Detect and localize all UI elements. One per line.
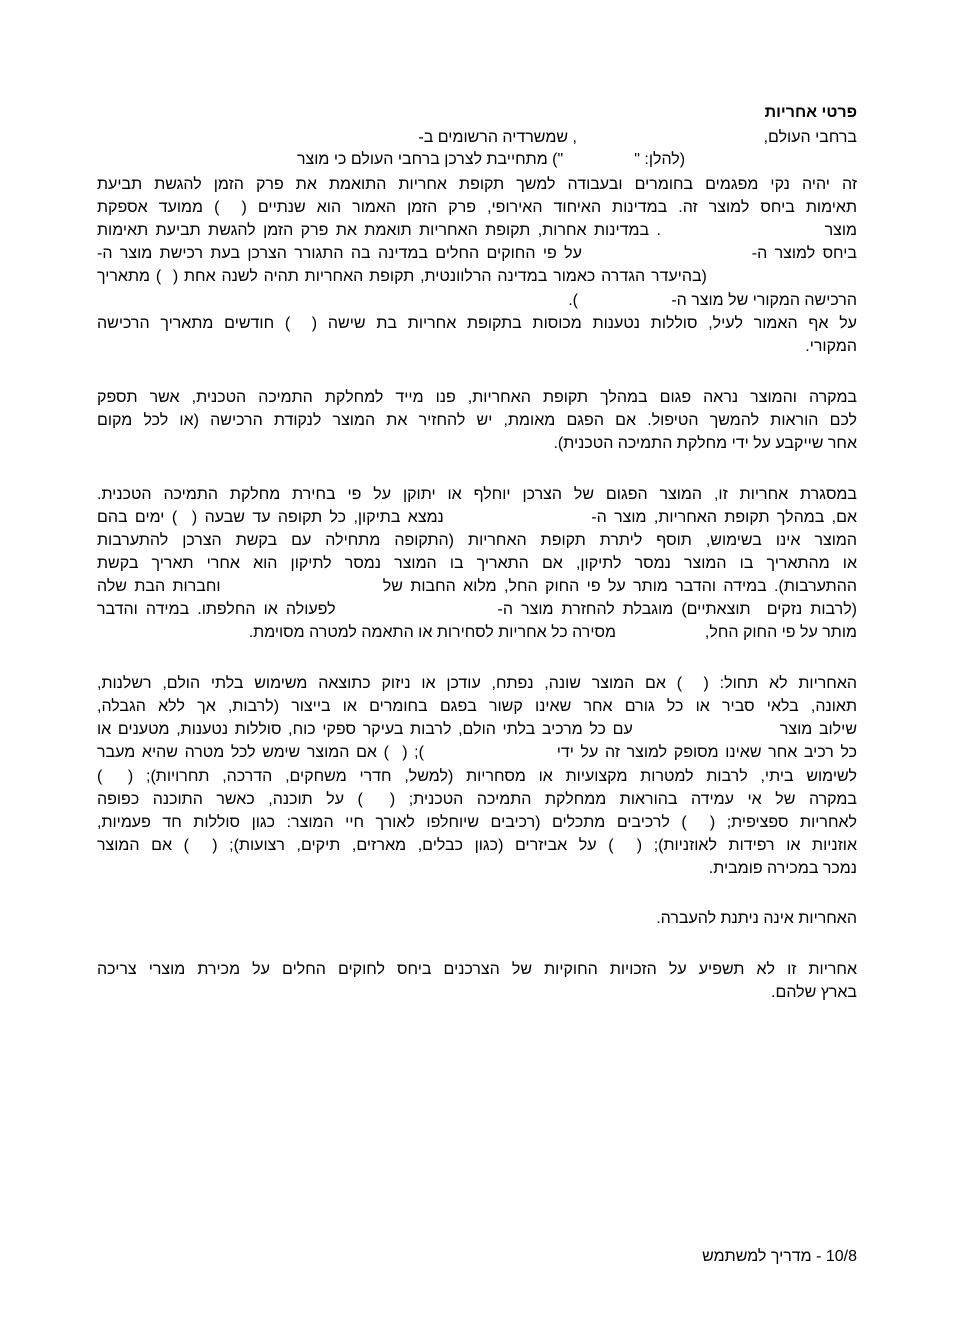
paragraph-line: הרכישה המקורי של מוצר ה- ). [568, 292, 857, 309]
paragraph-line: נמכר במכירה פומבית. [708, 860, 857, 877]
paragraph-line: האחריות לא תחול: ( ) אם המוצר שונה, נפתח, עודכן או ניזוק כתוצאה משימוש בלתי הולם, רשלנות, [97, 675, 857, 692]
paragraph-line: במקרה והמוצר נראה פגום במהלך תקופת האחריות, פנו מייד למחלקת התמיכה הטכנית, אשר תספק [97, 389, 857, 406]
paragraph-line: (לרבות נזקים תוצאתיים) מוגבלת להחזרת מוצר ה- לפעולה או החלפתו. במידה והדבר [97, 601, 857, 618]
paragraph-line: כל רכיב אחר שאינו מסופק למוצר זה על ידי ); ( ) אם המוצר שימש לכל מטרה שהיא מעבר [97, 744, 857, 761]
paragraph-line: במסגרת אחריות זו, המוצר הפגום של הצרכן יוחלף או יתוקן על פי בחירת מחלקת התמיכה הטכנית. [97, 486, 857, 503]
paragraph-line: בארץ שלהם. [771, 984, 857, 1001]
paragraph-line: זה יהיה נקי מפגמים בחומרים ובעבודה למשך תקופת אחריות התואמת את פרק הזמן להגשת תביעת [97, 176, 857, 193]
paragraph-line: או מהתאריך בו המוצר נמסר לתיקון, אם התאריך בו המוצר נמסר לתיקון הוא אחרי תאריך בקשת [97, 555, 857, 572]
paragraph-line: אחריות זו לא תשפיע על הזכויות החוקיות של הצרכנים ביחס לחוקים החלים על מכירת מוצרי צריכה [97, 961, 857, 978]
paragraph-line: לשימוש ביתי, לרבות למטרות מקצועיות או מסחריות (למשל, חדרי משחקים, הדרכה, תחרויות); ( ) [97, 768, 857, 785]
paragraph-line: ביחס למוצר ה- על פי החוקים החלים במדינה בה התגורר הצרכן בעת רכישת מוצר ה- [97, 245, 857, 262]
warranty-title: פרטי אחריות [764, 104, 857, 121]
paragraph-line: תאונה, בלאי סביר או כל גורם אחר שאינו קשור בפגם בחומרים או בייצור (לרבות, אך ללא הגבלה, [97, 698, 857, 715]
paragraph-line: שילוב מוצר עם כל מרכיב בלתי הולם, לרבות בעיקר ספקי כוח, סוללות נטענות, מטענים או [97, 721, 857, 738]
page-footer: 10/8 - מדריך למשתמש [702, 1248, 857, 1265]
paragraph-line: אם, במהלך תקופת האחריות, מוצר ה- נמצא בתיקון, כל תקופה עד שבעה ( ) ימים בהם [97, 509, 857, 526]
paragraph-line: האחריות אינה ניתנת להעברה. [656, 910, 857, 927]
paragraph-line: אחר שייקבע על ידי מחלקת התמיכה הטכנית). [553, 435, 857, 452]
paragraph-line: (בהיעדר הגדרה כאמור במדינה הרלוונטית, תקופת האחריות תהיה לשנה אחת ( ) מתאריך [97, 268, 857, 285]
paragraph-line: על אף האמור לעיל, סוללות נטענות מכוסות בתקופת אחריות בת שישה ( ) חודשים מתאריך הרכישה [97, 315, 857, 332]
paragraph-line: ברחבי העולם, , שמשרדיה הרשומים ב- [418, 129, 857, 146]
paragraph-line: במקרה של אי עמידה בהוראות ממחלקת התמיכה הטכנית; ( ) על תוכנה, כאשר התוכנה כפופה [97, 791, 857, 808]
paragraph-line: מוצר . במדינות אחרות, תקופת האחריות תואמת את פרק הזמן להגשת תביעת תאימות [97, 222, 857, 239]
paragraph-line: לכם הוראות להמשך הטיפול. אם הפגם מאומת, יש להחזיר את המוצר לנקודת הרכישה (או לכל מקום [97, 412, 857, 429]
paragraph-line: אוזניות או רפידות לאוזניות); ( ) על אביזרים (כגון כבלים, מארזים, תיקים, רצועות); ( ) אם המוצר [97, 837, 857, 854]
paragraph-line: ההתערבות). במידה והדבר מותר על פי החוק החל, מלוא החבות של וחברות הבת שלה [97, 578, 857, 595]
paragraph-line: לאחריות ספציפית; ( ) לרכיבים מתכלים (רכיבים שיוחלפו לאורך חיי המוצר: כגון סוללות חד פעמיות, [97, 814, 857, 831]
paragraph-line: מותר על פי החוק החל, מסירה כל אחריות לסחירות או התאמה למטרה מסוימת. [248, 624, 857, 641]
paragraph-line: המוצר אינו בשימוש, תוסף ליתרת תקופת האחריות (התקופה מתחילה עם בקשת הצרכן להתערבות [97, 532, 857, 549]
paragraph-line: תאימות ביחס למוצר זה. במדינות האיחוד האירופי, פרק הזמן האמור הוא שנתיים ( ) ממועד אספקת [97, 199, 857, 216]
paragraph-line: (להלן: " ") מתחייבת לצרכן ברחבי העולם כי מוצר [296, 151, 774, 168]
paragraph-line: המקורי. [805, 338, 857, 355]
